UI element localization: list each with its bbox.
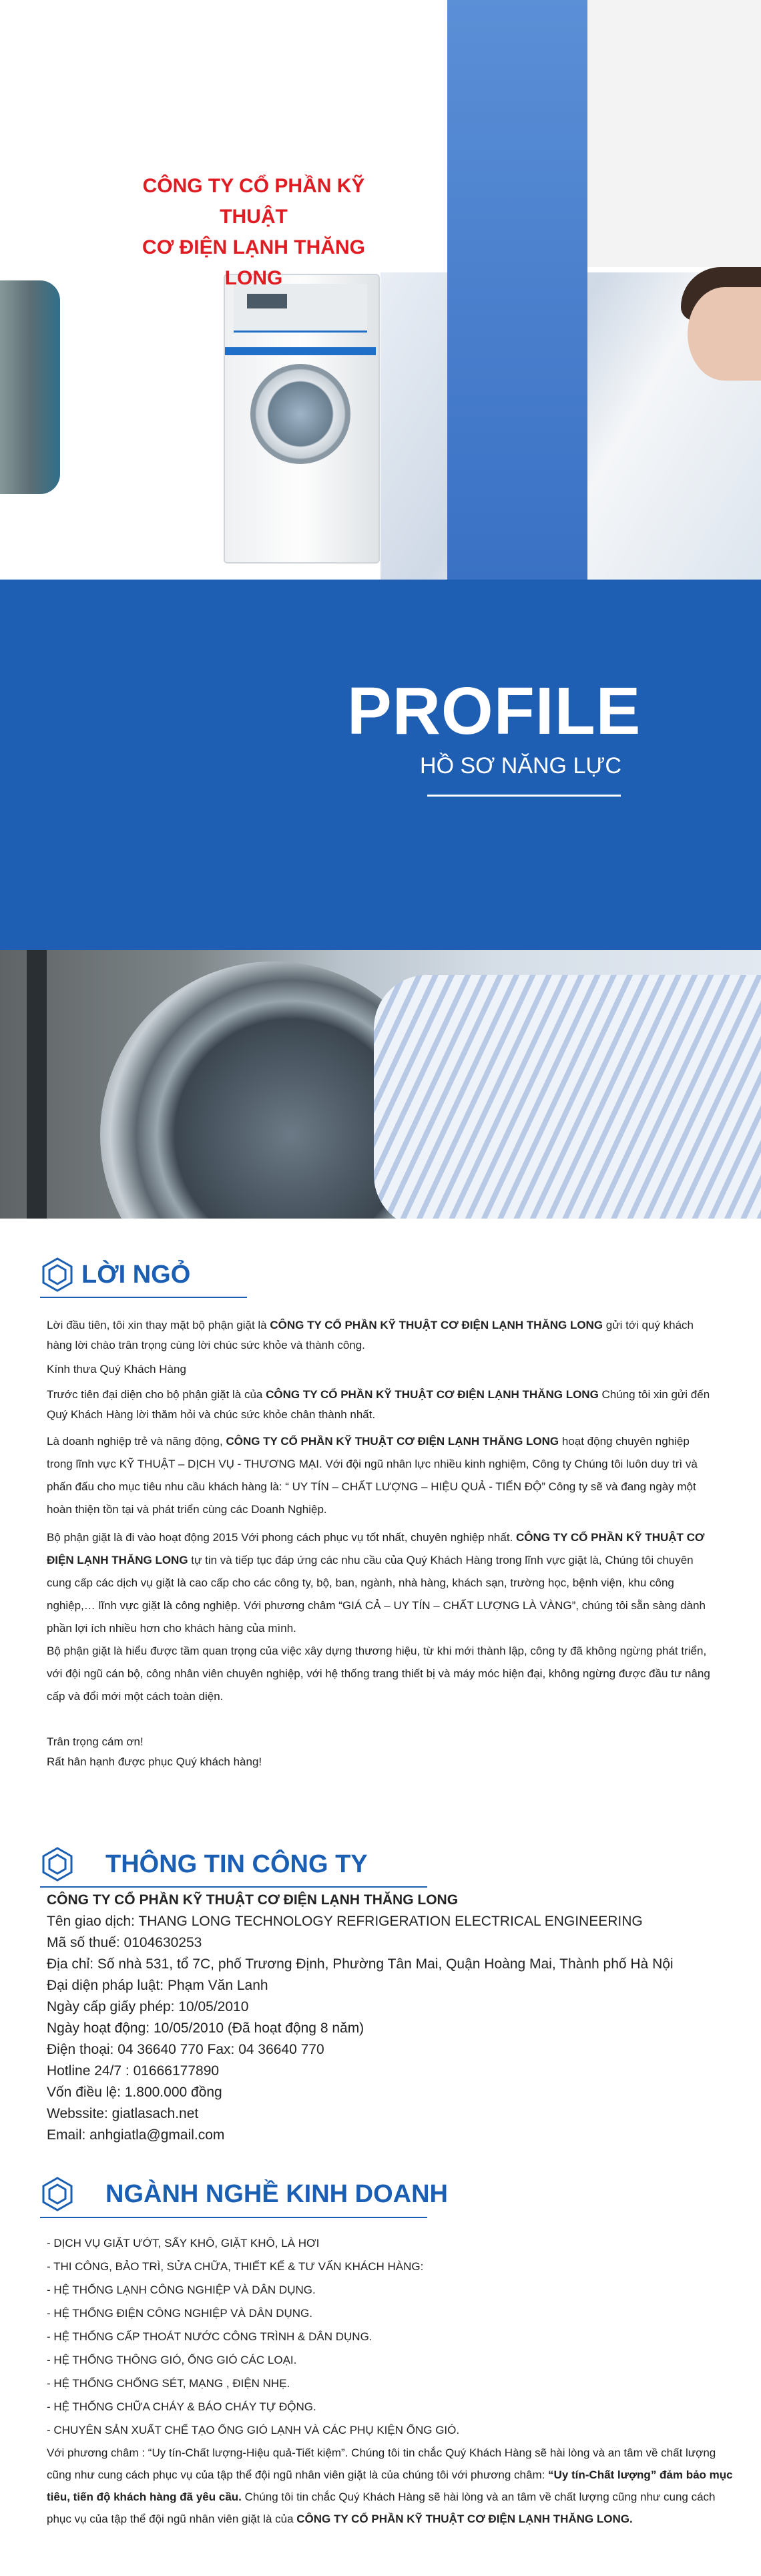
company-info-line: Đại diện pháp luật: Phạm Văn Lanh [47, 1978, 268, 1993]
business-closing: Với phương châm : “Uy tín-Chất lượng-Hiệu quả-Tiết kiệm”. Chúng tôi tin chắc Quý Khách Hàng sẽ hài lòng và an tâm về chất lượng cũng như cung cách phục vụ của tập thể đội ngũ nhân viên giặt là của chúng tôi với phương châm: “Uy tín-Chất lượng” đảm bảo mục tiêu, tiến độ khách hàng đã yêu cầu. Chúng tôi tin chắc Quý Khách Hàng sẽ hài lòng và an tâm về chất lượng cũng như cung cách phục vụ của tập thể đội ngũ nhân viên giặt là của CÔNG TY CỔ PHẦN KỸ THUẬT CƠ ĐIỆN LẠNH THĂNG LONG. [47, 2446, 733, 2525]
business-item: - HỆ THỐNG CHỐNG SÉT, MẠNG , ĐIỆN NHẸ. [47, 2377, 290, 2390]
hexagon-icon [40, 2177, 75, 2211]
loi-ngo-paragraph: Rất hân hạnh được phục Quý khách hàng! [47, 1755, 262, 1768]
company-info-line: Địa chỉ: Số nhà 531, tổ 7C, phố Trương Định, Phường Tân Mai, Quận Hoàng Mai, Thành phố Hà Nội [47, 1956, 674, 1972]
laundry-photo-content [0, 950, 761, 1219]
business-items [47, 2231, 734, 2442]
hero-spin-machine [0, 280, 60, 494]
business-item: - DỊCH VỤ GIẶT ƯỚT, SẤY KHÔ, GIẶT KHÔ, LÀ HƠI [47, 2237, 320, 2249]
company-title [113, 171, 394, 294]
washer-door [250, 364, 350, 464]
company-info-line: Mã số thuế: 0104630253 [47, 1935, 202, 1950]
loi-ngo-paragraph: Lời đầu tiên, tôi xin thay mặt bộ phận giặt là CÔNG TY CỔ PHẦN KỸ THUẬT CƠ ĐIỆN LẠNH THĂNG LONG gửi tới quý khách hàng lời chào trân trọng cùng lời chúc sức khỏe và thành công. [47, 1319, 694, 1351]
section-underline [40, 1886, 427, 1888]
company-title-line1: CÔNG TY CỔ PHẦN KỸ THUẬT [142, 175, 365, 228]
section-title-nganh-nghe: NGÀNH NGHỀ KINH DOANH [105, 2180, 448, 2208]
hero-blue-stripe [447, 0, 587, 580]
section-title-loi-ngo: LỜI NGỎ [81, 1261, 191, 1289]
company-info [47, 1890, 741, 2146]
company-info-line: Ngày hoạt động: 10/05/2010 (Đã hoạt động 8 năm) [47, 2020, 364, 2036]
loi-ngo-paragraph: Kính thưa Quý Khách Hàng [47, 1363, 186, 1375]
machine-frame [27, 950, 47, 1219]
hexagon-icon [40, 1847, 75, 1882]
loi-ngo-paragraph: Là doanh nghiệp trẻ và năng động, CÔNG TY CỔ PHẦN KỸ THUẬT CƠ ĐIỆN LẠNH THĂNG LONG hoạt động chuyên nghiệp trong lĩnh vực KỸ THUẬT – DỊCH VỤ - THƯƠNG MẠI. Với đội ngũ nhân lực nhiều kinh nghiệm, Công ty Chúng tôi luôn duy trì và phấn đấu cho mục tiêu nhu cầu khách hàng là: “ UY TÍN – CHẤT LƯỢNG – HIỆU QUẢ - TIẾN ĐỘ” Công ty sẽ và đang ngày một hoàn thiện tồn tại và phát triển cùng các Doanh Nghiệp. [47, 1435, 698, 1516]
company-info-line: Hotline 24/7 : 01666177890 [47, 2063, 220, 2079]
loi-ngo-body [47, 1315, 714, 1772]
business-item: - CHUYÊN SẢN XUẤT CHẾ TẠO ỐNG GIÓ LẠNH VÀ CÁC PHỤ KIỆN ỐNG GIÓ. [47, 2424, 460, 2436]
company-info-line: Điện thoại: 04 36640 770 Fax: 04 36640 770 [47, 2042, 324, 2057]
section-underline [40, 2217, 427, 2218]
business-list [47, 2231, 734, 2530]
loi-ngo-paragraph: Bộ phận giặt là đi vào hoạt động 2015 Với phong cách phục vụ tốt nhất, chuyên nghiệp nhất. CÔNG TY CỔ PHẦN KỸ THUẬT CƠ ĐIỆN LẠNH THĂNG LONG tự tin và tiếp tục đáp ứng các nhu cầu của Quý Khách Hàng trong lĩnh vực giặt là, Chúng tôi chuyên cung cấp các dịch vụ giặt là cao cấp cho các công ty, bộ, ban, ngành, nhà hàng, khách sạn, trường học, bệnh viện, khu công nghiệp,… lĩnh vực giặt là công nghiệp. Với phương châm “GIÁ CẢ – UY TÍN – CHẤT LƯỢNG LÀ VÀNG”, chúng tôi sẵn sàng dành phần lợi ích nhiều hơn cho khách hàng của mình. [47, 1531, 706, 1635]
company-info-line: Webssite: giatlasach.net [47, 2106, 199, 2121]
loi-ngo-paragraph: Trân trọng cám ơn! [47, 1735, 144, 1748]
business-item: - HỆ THỐNG LẠNH CÔNG NGHIỆP VÀ DÂN DỤNG. [47, 2284, 316, 2296]
profile-title: PROFILE [347, 674, 642, 748]
washer-blue-band [225, 347, 376, 355]
hero-woman-face [688, 287, 761, 381]
company-info-line: Ngày cấp giấy phép: 10/05/2010 [47, 1999, 249, 2014]
hexagon-icon [40, 1257, 75, 1292]
company-title-line2: CƠ ĐIỆN LẠNH THĂNG LONG [142, 236, 365, 289]
company-info-line: Vốn điều lệ: 1.800.000 đồng [47, 2085, 222, 2100]
washer-screen [247, 294, 287, 308]
business-item: - THI CÔNG, BẢO TRÌ, SỬA CHỮA, THIẾT KẾ & TƯ VẤN KHÁCH HÀNG: [47, 2260, 424, 2273]
business-item: - HỆ THỐNG CẤP THOÁT NƯỚC CÔNG TRÌNH & DÂN DỤNG. [47, 2330, 372, 2343]
company-info-lines [47, 1911, 741, 2146]
company-info-line: Email: anhgiatla@gmail.com [47, 2127, 225, 2143]
business-item: - HỆ THỐNG THÔNG GIÓ, ỐNG GIÓ CÁC LOẠI. [47, 2354, 297, 2366]
profile-subtitle: HỒ SƠ NĂNG LỰC [420, 753, 621, 779]
hero-background [587, 0, 761, 267]
business-item: - HỆ THỐNG CHỮA CHÁY & BÁO CHÁY TỰ ĐỘNG. [47, 2400, 316, 2413]
company-info-line: Tên giao dịch: THANG LONG TECHNOLOGY REFRIGERATION ELECTRICAL ENGINEERING [47, 1914, 643, 1929]
loi-ngo-paragraph: Bộ phận giặt là hiểu được tầm quan trọng của việc xây dựng thương hiệu, từ khi mới thành lập, công ty đã không ngừng phát triển, với đội ngũ cán bộ, công nhân viên chuyên nghiệp, với hệ thống trang thiết bị và máy móc hiện đại, không ngừng được đầu tư nâng cấp và đổi mới một cách toàn diện. [47, 1645, 710, 1703]
striped-shirt [374, 975, 761, 1219]
company-name: CÔNG TY CỔ PHẦN KỸ THUẬT CƠ ĐIỆN LẠNH THĂNG LONG [47, 1892, 459, 1908]
loi-ngo-paragraph: Trước tiên đại diện cho bộ phận giặt là của CÔNG TY CỔ PHẦN KỸ THUẬT CƠ ĐIỆN LẠNH THĂNG LONG Chúng tôi xin gửi đến Quý Khách Hàng lời thăm hỏi và chúc sức khỏe chân thành nhất. [47, 1388, 710, 1421]
profile-band [0, 580, 761, 950]
section-underline [40, 1297, 247, 1298]
section-title-thong-tin: THÔNG TIN CÔNG TY [105, 1850, 368, 1878]
profile-subtitle-underline [427, 795, 621, 797]
business-item: - HỆ THỐNG ĐIỆN CÔNG NGHIỆP VÀ DÂN DỤNG. [47, 2307, 312, 2320]
